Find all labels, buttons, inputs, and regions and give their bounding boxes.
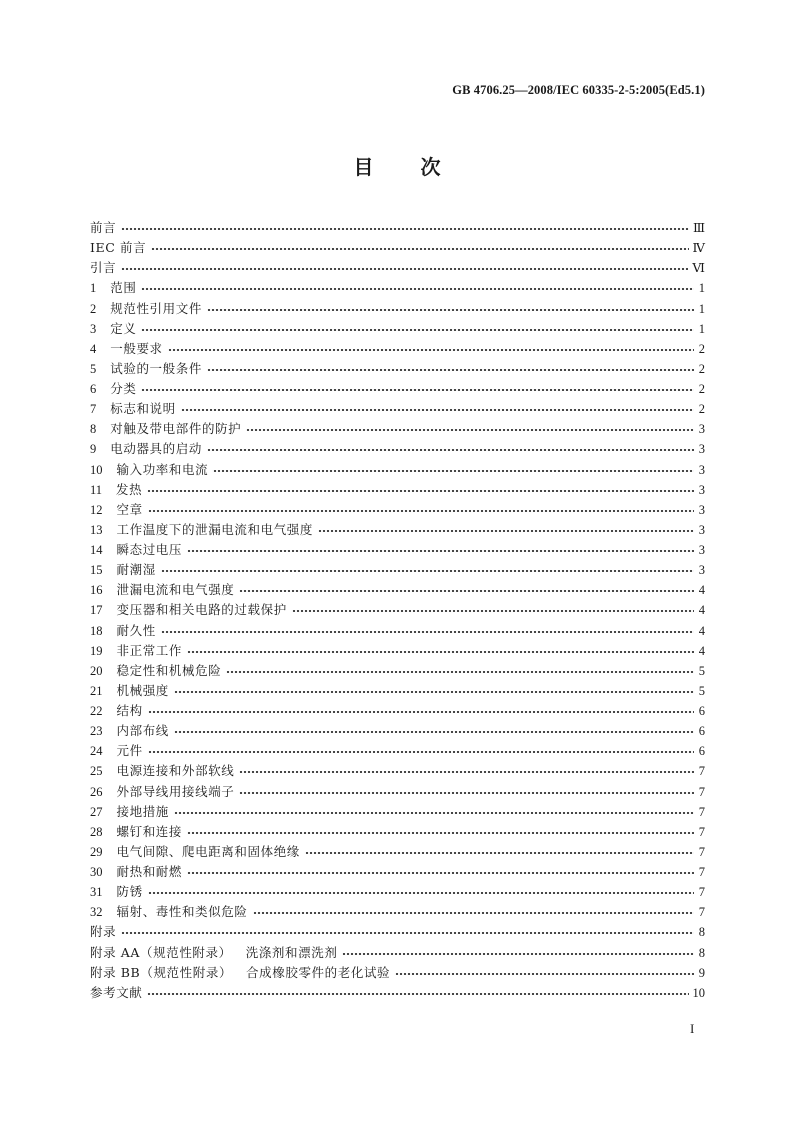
toc-entry [90, 299, 705, 319]
dot-leader [151, 238, 688, 258]
toc-entry [90, 580, 705, 600]
dot-leader [187, 822, 694, 842]
toc-entry-number: 20 [90, 663, 103, 678]
dot-leader [207, 359, 694, 379]
toc-entry-title: 变压器和相关电路的过载保护 [116, 602, 287, 618]
toc-entry [90, 943, 705, 963]
toc-entry-title: 引言 [90, 260, 117, 276]
toc-entry-page: 7 [698, 804, 705, 819]
toc-entry-title: 输入功率和电流 [116, 461, 209, 477]
toc-entry-title: 耐潮湿 [116, 562, 156, 578]
toc-entry-title: 接地措施 [116, 803, 169, 819]
toc-entry-title: 电动器具的启动 [110, 441, 202, 457]
toc-entry-number: 11 [90, 482, 103, 497]
toc-entry-title: 标志和说明 [110, 401, 176, 417]
toc-entry [90, 600, 705, 620]
toc-entry [90, 621, 705, 641]
toc-entry-page: 4 [698, 623, 705, 638]
toc-entry-number: 28 [90, 824, 103, 839]
toc-entry-title: 瞬态过电压 [116, 542, 183, 557]
toc-entry [90, 641, 705, 661]
toc-entry-title: 螺钉和连接 [116, 823, 183, 839]
toc-entry [90, 701, 705, 721]
toc-entry-page: 3 [698, 422, 705, 437]
toc-entry-page: 7 [698, 865, 705, 879]
table-of-contents [90, 218, 705, 1003]
toc-entry-number: 32 [90, 905, 103, 920]
toc-entry-number: 25 [90, 764, 103, 779]
toc-entry-page: 8 [698, 945, 705, 960]
toc-entry-page: 5 [698, 663, 705, 678]
toc-entry-number: 12 [90, 502, 103, 517]
dot-leader [239, 580, 694, 600]
toc-entry-page: 1 [698, 321, 705, 336]
dot-leader [147, 480, 694, 500]
toc-entry-title: 前言 [90, 220, 117, 235]
toc-entry-title: 电源连接和外部软线 [116, 763, 235, 779]
toc-entry-number: 13 [90, 522, 103, 537]
toc-entry [90, 661, 705, 681]
toc-entry-title: 规范性引用文件 [110, 300, 202, 316]
toc-entry-number: 30 [90, 865, 103, 879]
toc-entry-number: 29 [90, 844, 103, 859]
toc-entry-page: 9 [698, 965, 705, 980]
toc-entry [90, 842, 705, 862]
toc-entry-title: 耐热和耐燃 [116, 864, 183, 879]
dot-leader [174, 721, 694, 741]
toc-entry-subtitle: 洗涤剂和漂洗剂 [245, 944, 338, 960]
dot-leader [147, 983, 688, 1003]
toc-entry-title: 稳定性和机械危险 [116, 662, 222, 678]
toc-entry-number: 31 [90, 885, 103, 900]
toc-entry-title: 参考文献 [90, 984, 143, 1000]
dot-leader [305, 842, 694, 862]
toc-entry [90, 520, 705, 540]
toc-entry [90, 238, 705, 258]
dot-leader [161, 621, 694, 641]
dot-leader [141, 319, 694, 339]
toc-entry-page: 2 [698, 361, 705, 376]
toc-entry-number: 16 [90, 583, 103, 598]
toc-entry [90, 399, 705, 419]
toc-entry [90, 802, 705, 822]
dot-leader [318, 520, 694, 540]
dot-leader [292, 600, 694, 620]
toc-entry [90, 439, 705, 459]
dot-leader [121, 218, 689, 238]
standard-code-header: GB 4706.25—2008/IEC 60335-2-5:2005(Ed5.1) [452, 83, 705, 97]
toc-entry [90, 882, 705, 902]
toc-entry-number: 6 [90, 382, 97, 396]
toc-entry-number: 10 [90, 462, 103, 477]
toc-entry-title: IEC 前言 [90, 240, 147, 256]
toc-entry-page: 10 [692, 985, 705, 1000]
toc-entry [90, 922, 705, 942]
toc-entry-title: 机械强度 [116, 682, 169, 698]
toc-entry-title: 结构 [116, 703, 143, 718]
toc-entry [90, 379, 705, 399]
toc-entry-title: 元件 [116, 743, 143, 759]
toc-entry-page: 6 [698, 744, 705, 759]
toc-entry-number: 27 [90, 804, 103, 819]
toc-entry-title: 泄漏电流和电气强度 [116, 582, 235, 598]
toc-entry [90, 862, 705, 882]
toc-entry-page: 2 [698, 402, 705, 417]
dot-leader [226, 661, 694, 681]
toc-entry-page: 3 [698, 502, 705, 517]
dot-leader [174, 681, 694, 701]
toc-entry-title: 范围 [110, 280, 137, 296]
toc-entry-number: 18 [90, 623, 103, 638]
toc-entry [90, 480, 705, 500]
toc-entry-number: 1 [90, 281, 97, 296]
toc-entry-title: 内部布线 [116, 723, 169, 739]
toc-entry-page: 3 [698, 522, 705, 537]
toc-entry-page: 8 [698, 925, 705, 940]
page-title: 目 次 [353, 155, 441, 179]
toc-entry-title: 外部导线用接线端子 [116, 783, 235, 799]
toc-entry-title: 附录 BB（规范性附录） [90, 964, 233, 980]
dot-leader [121, 922, 694, 942]
toc-entry-page: 2 [698, 341, 705, 356]
toc-entry-number: 19 [90, 643, 103, 658]
toc-entry [90, 460, 705, 480]
page-number: I [690, 1021, 695, 1036]
toc-entry-number: 8 [90, 422, 97, 437]
toc-entry [90, 983, 705, 1003]
toc-entry [90, 540, 705, 560]
dot-leader [187, 540, 694, 560]
toc-entry-page: Ⅳ [692, 241, 705, 256]
dot-leader [168, 339, 694, 359]
toc-entry-page: 3 [698, 462, 705, 477]
toc-entry-number: 9 [90, 442, 97, 457]
dot-leader [207, 299, 694, 319]
toc-entry-title: 一般要求 [110, 340, 163, 356]
toc-entry [90, 319, 705, 339]
toc-entry [90, 278, 705, 298]
toc-entry-number: 14 [90, 543, 103, 557]
dot-leader [187, 641, 694, 661]
toc-entry-number: 7 [90, 402, 97, 417]
toc-entry-page: 6 [698, 724, 705, 739]
toc-entry-page: Ⅲ [692, 221, 705, 235]
toc-entry [90, 741, 705, 761]
dot-leader [174, 802, 694, 822]
dot-leader [246, 419, 694, 439]
dot-leader [141, 278, 694, 298]
dot-leader [239, 761, 694, 781]
toc-entry-page: 6 [698, 704, 705, 718]
toc-entry-page: 3 [698, 482, 705, 497]
dot-leader [207, 439, 694, 459]
toc-entry [90, 902, 705, 922]
toc-entry-number: 3 [90, 321, 97, 336]
dot-leader [181, 399, 694, 419]
toc-entry-page: 4 [698, 643, 705, 658]
toc-entry-number: 22 [90, 704, 103, 718]
toc-entry [90, 721, 705, 741]
toc-entry-page: 7 [698, 764, 705, 779]
dot-leader [253, 902, 694, 922]
toc-entry [90, 560, 705, 580]
toc-entry-title: 附录 [90, 924, 117, 940]
toc-entry-number: 15 [90, 563, 103, 578]
toc-entry [90, 761, 705, 781]
toc-entry-page: 5 [698, 683, 705, 698]
toc-entry-page: 1 [698, 281, 705, 296]
dot-leader [161, 560, 694, 580]
toc-entry-number: 4 [90, 341, 97, 356]
dot-leader [148, 741, 694, 761]
toc-entry-page: 7 [698, 885, 705, 900]
toc-entry-title: 辐射、毒性和类似危险 [116, 904, 248, 920]
toc-entry-title: 防锈 [116, 884, 143, 900]
toc-entry-page: 7 [698, 905, 705, 920]
dot-leader [395, 963, 694, 983]
toc-entry-number: 2 [90, 301, 97, 316]
toc-entry [90, 218, 705, 238]
toc-entry-number: 5 [90, 361, 97, 376]
toc-entry-title: 定义 [110, 320, 137, 336]
dot-leader [148, 701, 694, 721]
toc-entry-title: 工作温度下的泄漏电流和电气强度 [116, 521, 314, 537]
toc-entry-title: 附录 AA（规范性附录） [90, 944, 232, 960]
toc-entry [90, 963, 705, 983]
toc-entry-title: 空章 [116, 501, 143, 517]
dot-leader [148, 882, 694, 902]
toc-entry-title: 耐久性 [116, 622, 156, 638]
toc-entry [90, 500, 705, 520]
toc-entry [90, 258, 705, 278]
dot-leader [342, 943, 694, 963]
toc-entry [90, 419, 705, 439]
toc-entry-subtitle: 合成橡胶零件的老化试验 [246, 964, 391, 980]
dot-leader [121, 258, 688, 278]
toc-entry-page: 7 [698, 784, 705, 799]
toc-entry [90, 339, 705, 359]
toc-entry-title: 非正常工作 [116, 642, 183, 658]
toc-entry-page: 3 [698, 543, 705, 557]
toc-entry-title: 发热 [116, 481, 143, 497]
toc-entry [90, 782, 705, 802]
toc-entry-title: 分类 [110, 381, 137, 396]
toc-entry-title: 试验的一般条件 [110, 360, 202, 376]
toc-entry-page: Ⅵ [692, 261, 705, 276]
toc-entry-page: 3 [698, 563, 705, 578]
dot-leader [187, 862, 694, 882]
toc-entry-page: 2 [698, 382, 705, 396]
toc-entry-page: 7 [698, 824, 705, 839]
toc-entry-page: 7 [698, 844, 705, 859]
toc-entry-number: 23 [90, 724, 103, 739]
toc-entry [90, 359, 705, 379]
toc-entry-title: 电气间隙、爬电距离和固体绝缘 [116, 843, 300, 859]
toc-entry-page: 1 [698, 301, 705, 316]
toc-entry [90, 681, 705, 701]
toc-entry-page: 4 [698, 603, 705, 618]
toc-entry-number: 26 [90, 784, 103, 799]
toc-entry-number: 17 [90, 603, 103, 618]
dot-leader [141, 379, 694, 399]
toc-entry-page: 3 [698, 442, 705, 457]
toc-entry-title: 对触及带电部件的防护 [110, 421, 242, 437]
toc-entry-number: 24 [90, 744, 103, 759]
dot-leader [148, 500, 694, 520]
toc-entry-page: 4 [698, 583, 705, 598]
toc-entry-number: 21 [90, 683, 103, 698]
dot-leader [239, 782, 694, 802]
dot-leader [213, 460, 694, 480]
toc-entry [90, 822, 705, 842]
